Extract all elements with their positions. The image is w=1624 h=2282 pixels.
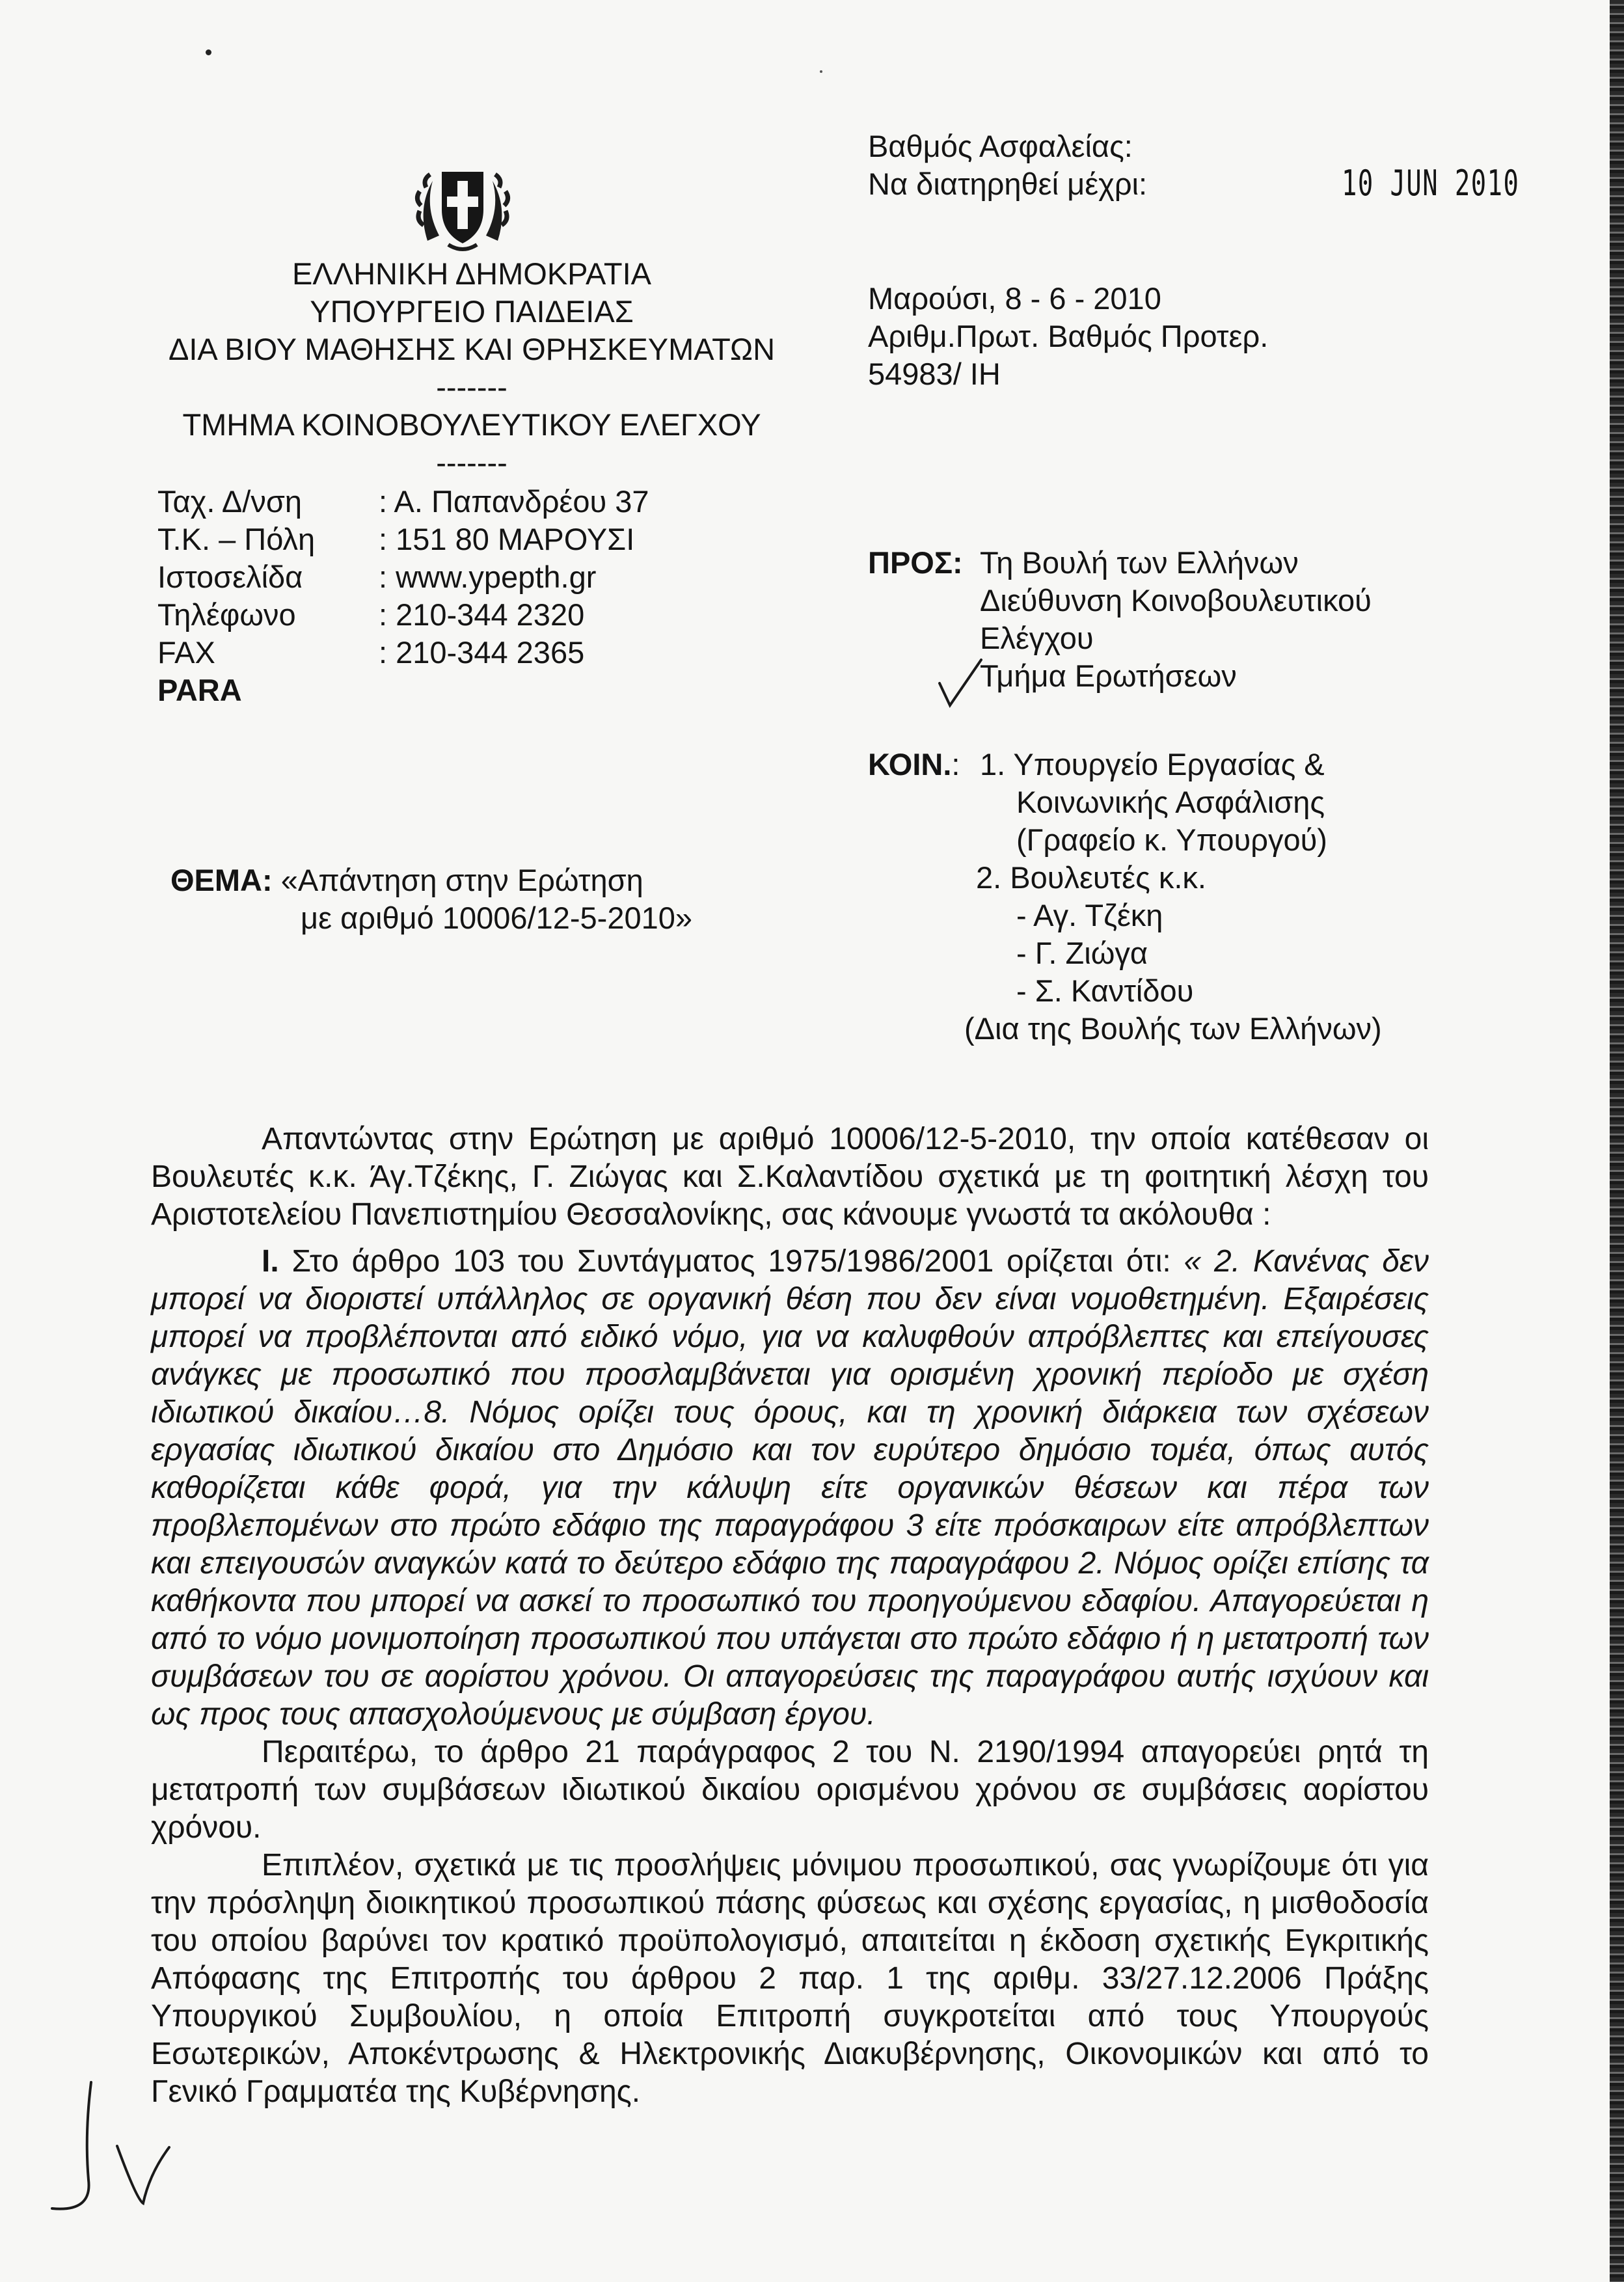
paragraph: Επιπλέον, σχετικά με τις προσλήψεις μόνιμου προσωπικού, σας γνωρίζουμε ότι για την πρόσληψη διοικητικού προσωπικού πάσης φύσεως και σχέσης εργασίας, η μισθοδοσία του οποίου βαρύνει τον κρατικό προϋπολογισμό, απαιτείται η έκδοση σχετικής Εγκριτικής Απόφασης της Επιτροπής του άρθρου 2 παρ. 1 της αριθμ. 33/27.12.2006 Πράξης Υπουργικού Συμβουλίου, η οποία Επιτροπή συγκροτείται από τους Υπουργούς Εσωτερικών, Αποκέντρωσης & Ηλεκτρονικής Διακυβέρνησης, Οικονομικών και από το Γενικό Γραμματέα της Κυβέρνησης.	[151, 1848, 1429, 2109]
scan-speck	[820, 70, 822, 73]
contact-label: Ιστοσελίδα	[157, 560, 303, 594]
ministry-line: ΥΠΟΥΡΓΕΙΟ ΠΑΙΔΕΙΑΣ	[310, 294, 634, 329]
contact-row	[157, 483, 649, 521]
separator: -------	[436, 370, 508, 404]
contact-row	[157, 634, 649, 672]
cc-colon: :	[951, 747, 960, 781]
cc-line: - Σ. Καντίδου	[1016, 973, 1194, 1008]
protocol-block	[868, 280, 1268, 393]
separator: -------	[436, 445, 508, 480]
contact-value: : Α. Παπανδρέου 37	[379, 484, 649, 519]
cc-label: ΚΟΙΝ.	[868, 747, 952, 781]
contact-row	[157, 521, 649, 558]
to-line: Τμήμα Ερωτήσεων	[980, 659, 1237, 693]
protocol-number: 54983/ ΙΗ	[868, 357, 1001, 391]
date-stamp: 10 JUN 2010	[1342, 163, 1520, 204]
contact-label: FAX	[157, 635, 215, 670]
greek-emblem-icon	[414, 163, 511, 255]
contact-label: Ταχ. Δ/νση	[157, 484, 303, 519]
contact-row	[157, 558, 649, 596]
cc-line: (Γραφείο κ. Υπουργού)	[1016, 822, 1327, 857]
cc-line: (Δια της Βουλής των Ελλήνων)	[964, 1011, 1382, 1046]
para-label: PARA	[157, 673, 242, 707]
to-recipients	[980, 544, 1372, 695]
ministry-line: ΔΙΑ ΒΙΟΥ ΜΑΘΗΣΗΣ ΚΑΙ ΘΡΗΣΚΕΥΜΑΤΩΝ	[168, 332, 776, 366]
ministry-header	[130, 255, 813, 482]
cc-line: 2. Βουλευτές κ.κ.	[976, 860, 1206, 895]
contact-value: : 210-344 2320	[379, 597, 585, 632]
intro-paragraph: Απαντώντας στην Ερώτηση με αριθμό 10006/12-5-2010, την οποία κατέθεσαν οι Βουλευτές κ.κ. Άγ.Τζέκης, Γ. Ζιώγας και Σ.Καλαντίδου σχετικά με τη φοιτητική λέσχη του Αριστοτελείου Πανεπιστημίου Θεσσαλονίκης, σας κάνουμε γνωστά τα ακόλουθα :	[151, 1122, 1429, 1232]
section-lead: Στο άρθρο 103 του Συντάγματος 1975/1986/2001 ορίζεται ότι:	[278, 1244, 1184, 1279]
handwritten-margin-mark-icon	[46, 2076, 176, 2225]
subject-label: ΘΕΜΑ:	[170, 863, 273, 897]
keep-until-label: Να διατηρηθεί μέχρι:	[868, 167, 1148, 201]
place-date: Μαρούσι, 8 - 6 - 2010	[868, 281, 1161, 316]
subject	[170, 862, 643, 899]
security-block	[868, 128, 1147, 203]
scan-speck	[206, 49, 211, 55]
contact-label: Τηλέφωνο	[157, 597, 296, 632]
contact-details	[157, 483, 649, 709]
cc-line: - Γ. Ζιώγα	[1016, 936, 1148, 970]
to-label: ΠΡΟΣ:	[868, 545, 963, 580]
scan-edge	[1610, 0, 1624, 2282]
cc-line: Κοινωνικής Ασφάλισης	[1016, 785, 1325, 819]
contact-label: Τ.Κ. – Πόλη	[157, 522, 316, 556]
to-line: Τη Βουλή των Ελλήνων	[980, 545, 1299, 580]
cc-recipients	[964, 746, 1382, 1048]
subject-line: «Απάντηση στην Ερώτηση	[280, 863, 643, 897]
contact-value: : www.ypepth.gr	[379, 560, 597, 594]
handwritten-checkmark-icon	[937, 657, 984, 708]
contact-value: : 210-344 2365	[379, 635, 585, 670]
to-line: Ελέγχου	[980, 621, 1094, 655]
cc-line: 1. Υπουργείο Εργασίας &	[980, 747, 1325, 781]
ministry-line: ΕΛΛΗΝΙΚΗ ΔΗΜΟΚΡΑΤΙΑ	[291, 256, 652, 291]
letter-body	[151, 1121, 1429, 2111]
section-marker: Ι.	[262, 1244, 279, 1279]
cc-label-wrap	[868, 746, 960, 783]
constitution-quote: « 2. Κανένας δεν μπορεί να διοριστεί υπάλληλος σε οργανική θέση που δεν είναι νομοθετημένη. Εξαιρέσεις μπορεί να προβλέπονται από ειδικό νόμο, για να καλυφθούν απρόβλεπτες και επείγουσες ανάγκες με προσωπικό που προσλαμβάνεται για ορισμένη χρονική περίοδο με σχέση ιδιωτικού δικαίου…8. Νόμος ορίζει τους όρους, και τη χρονική διάρκεια των σχέσεων εργασίας ιδιωτικού δικαίου στο Δημόσιο και τον ευρύτερο δημόσιο τομέα, όπως αυτός καθορίζεται κάθε φορά, για την κάλυψη είτε οργανικών θέσεων και πέρα των προβλεπομένων στο πρώτο εδάφιο της παραγράφου 3 είτε πρόσκαιρων είτε απρόβλεπτων και επειγουσών αναγκών κατά το δεύτερο εδάφιο της παραγράφου 2. Νόμος ορίζει επίσης τα καθήκοντα που μπορεί να ασκεί το προσωπικό του προηγούμενου εδαφίου. Απαγορεύεται η από το νόμο μονιμοποίηση προσωπικού που υπάγεται στο πρώτο εδάφιο ή η μετατροπή των συμβάσεων του σε αορίστου χρόνου. Οι απαγορεύσεις της παραγράφου αυτής ισχύουν και ως προς τους απασχολούμενους με σύμβαση έργου.	[151, 1244, 1429, 1732]
protocol-label: Αριθμ.Πρωτ. Βαθμός Προτερ.	[868, 319, 1269, 353]
paragraph: Περαιτέρω, το άρθρο 21 παράγραφος 2 του Ν. 2190/1994 απαγορεύει ρητά τη μετατροπή των συμβάσεων ιδιωτικού δικαίου ορισμένου χρόνου σε συμβάσεις αορίστου χρόνου.	[151, 1735, 1429, 1845]
department-name: ΤΜΗΜΑ ΚΟΙΝΟΒΟΥΛΕΥΤΙΚΟΥ ΕΛΕΓΧΟΥ	[182, 407, 761, 442]
contact-value: : 151 80 ΜΑΡΟΥΣΙ	[379, 522, 635, 556]
security-label: Βαθμός Ασφαλείας:	[868, 129, 1133, 163]
section-one-paragraph	[151, 1243, 1429, 1733]
contact-row	[157, 596, 649, 634]
to-line: Διεύθυνση Κοινοβουλευτικού	[980, 583, 1372, 618]
cc-line: - Αγ. Τζέκη	[1016, 898, 1163, 932]
subject-line: με αριθμό 10006/12-5-2010»	[301, 901, 693, 935]
